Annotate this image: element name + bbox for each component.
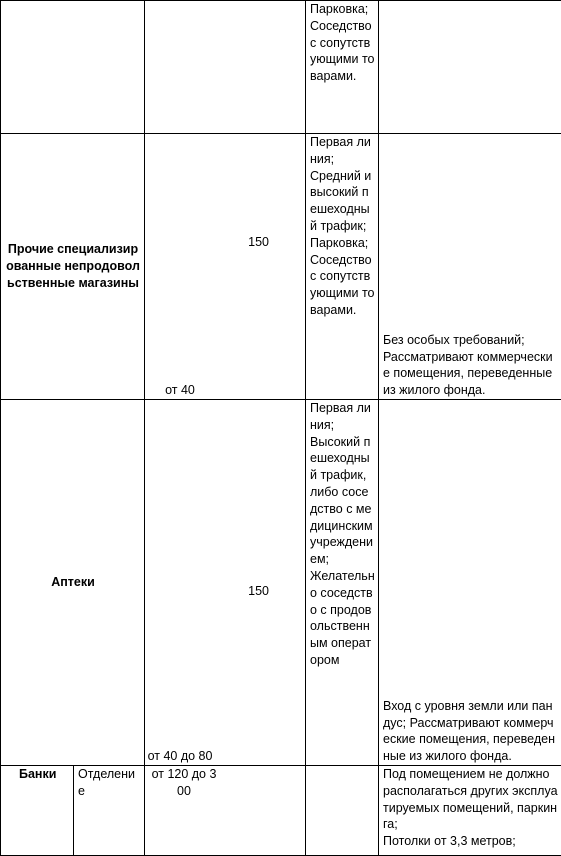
table-row (1, 400, 561, 766)
requirements-cell: Под помещением не должно располагаться других эксплуатируемых помещений, паркинга; Потолки от 3,3 метров; (379, 766, 561, 856)
area-value-cell (145, 134, 306, 400)
category-cell (1, 1, 145, 134)
location-cell: Парковка; Соседство с сопутствующими товарами. (306, 1, 379, 134)
area-value: от 40 (145, 382, 215, 399)
location-cell (306, 766, 379, 856)
value-cell (145, 1, 306, 134)
requirements-cell (379, 1, 561, 134)
location-cell: Первая линия; Высокий пешеходный трафик, либо соседство с медицинским учреждением; Желательно соседство с продовольственным оператором (306, 400, 379, 766)
area-value: от 40 до 80 (145, 748, 215, 765)
category-cell: Банки (1, 766, 74, 856)
table-row (1, 1, 561, 134)
table-row (1, 134, 561, 400)
count-value: 150 (145, 234, 305, 251)
area-value-cell (145, 766, 306, 856)
requirements-cell: Без особых требований; Рассматривают коммерческие помещения, переведенные из жилого фонда. (379, 134, 561, 400)
requirements-cell: Вход с уровня земли или пандус; Рассматривают коммерческие помещения, переведенные из жилого фонда. (379, 400, 561, 766)
category-cell: Аптеки (1, 400, 145, 766)
subcategory-cell: Отделение (74, 766, 145, 856)
table-row (1, 766, 561, 856)
location-cell: Первая линия; Средний и высокий пешеходный трафик; Парковка; Соседство с сопутствующими товарами. (306, 134, 379, 400)
area-value: от 120 до 300 (149, 766, 219, 800)
count-value: 150 (145, 583, 305, 600)
category-cell: Прочие специализированные непродовольственные магазины (1, 134, 145, 400)
area-value-cell (145, 400, 306, 766)
